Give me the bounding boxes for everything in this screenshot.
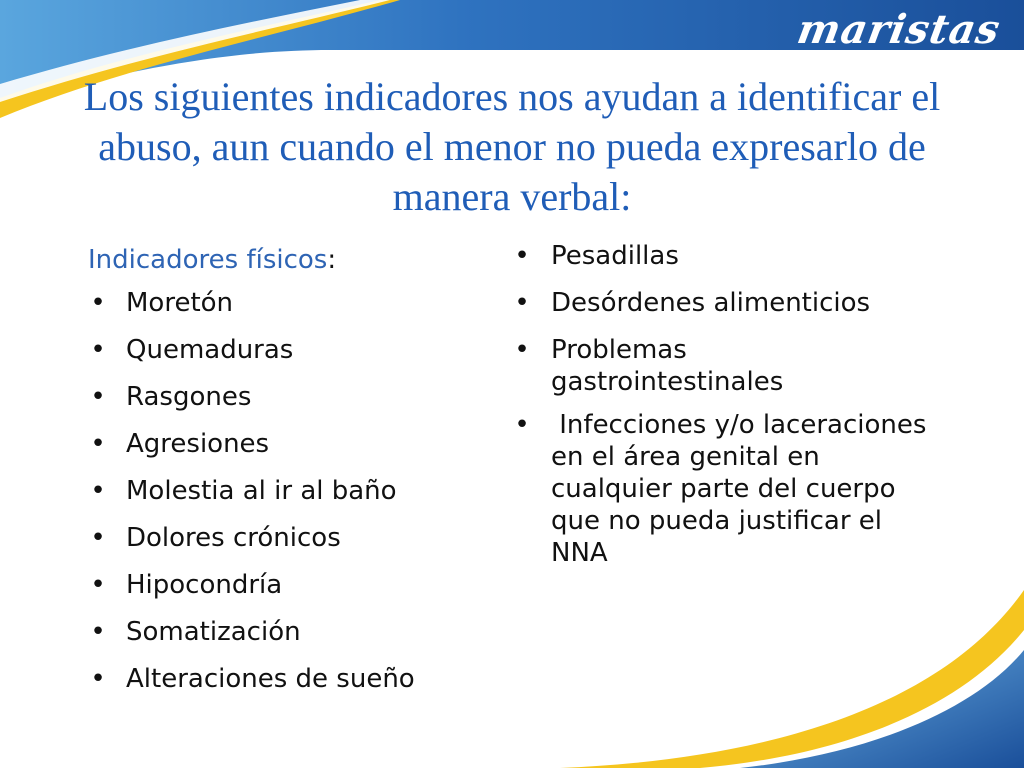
list-item-text: Quemaduras	[126, 335, 294, 365]
physical-indicators-list	[88, 287, 488, 695]
heading-colon: :	[327, 245, 337, 275]
left-column	[88, 240, 488, 710]
bullet-icon: •	[514, 410, 530, 440]
physical-indicators-heading	[88, 240, 488, 280]
list-item	[512, 409, 935, 569]
list-item	[88, 381, 488, 413]
list-item-text: Infecciones y/o laceraciones en el área genital en cualquier parte del cuerpo que no pueda justificar el NNA	[551, 410, 935, 568]
list-item	[88, 334, 488, 366]
maristas-logo: maristas	[793, 6, 1005, 53]
list-item-text: Problemas gastrointestinales	[551, 335, 784, 397]
list-item-text: Molestia al ir al baño	[126, 476, 397, 506]
bullet-icon: •	[90, 570, 106, 600]
list-item	[88, 663, 488, 695]
right-column	[512, 240, 935, 580]
bullet-icon: •	[514, 335, 530, 365]
list-item	[512, 240, 932, 272]
bullet-icon: •	[514, 288, 530, 318]
bullet-icon: •	[90, 664, 106, 694]
bullet-icon: •	[90, 335, 106, 365]
list-item-text: Somatización	[126, 617, 301, 647]
list-item-text: Pesadillas	[551, 241, 679, 271]
bullet-icon: •	[90, 429, 106, 459]
list-item-text: Rasgones	[126, 382, 252, 412]
list-item-text: Dolores crónicos	[126, 523, 341, 553]
list-item	[88, 287, 488, 319]
list-item	[88, 522, 488, 554]
bullet-icon: •	[90, 617, 106, 647]
bullet-icon: •	[90, 523, 106, 553]
bullet-icon: •	[90, 476, 106, 506]
bullet-icon: •	[90, 288, 106, 318]
list-item	[512, 287, 932, 319]
list-item-text: Alteraciones de sueño	[126, 664, 415, 694]
bullet-icon: •	[514, 241, 530, 271]
list-item	[88, 428, 488, 460]
list-item	[88, 475, 488, 507]
list-item-text: Agresiones	[126, 429, 270, 459]
heading-text: Indicadores físicos	[88, 245, 328, 275]
list-item	[88, 616, 488, 648]
list-item	[512, 334, 851, 398]
list-item-text: Hipocondría	[126, 570, 283, 600]
slide-title: Los siguientes indicadores nos ayudan a identificar el abuso, aun cuando el menor no pueda expresarlo de manera verbal:	[83, 74, 941, 219]
additional-indicators-list	[512, 240, 935, 569]
list-item-text: Moretón	[126, 288, 234, 318]
list-item-text: Desórdenes alimenticios	[551, 288, 871, 318]
list-item	[88, 569, 488, 601]
bullet-icon: •	[90, 382, 106, 412]
